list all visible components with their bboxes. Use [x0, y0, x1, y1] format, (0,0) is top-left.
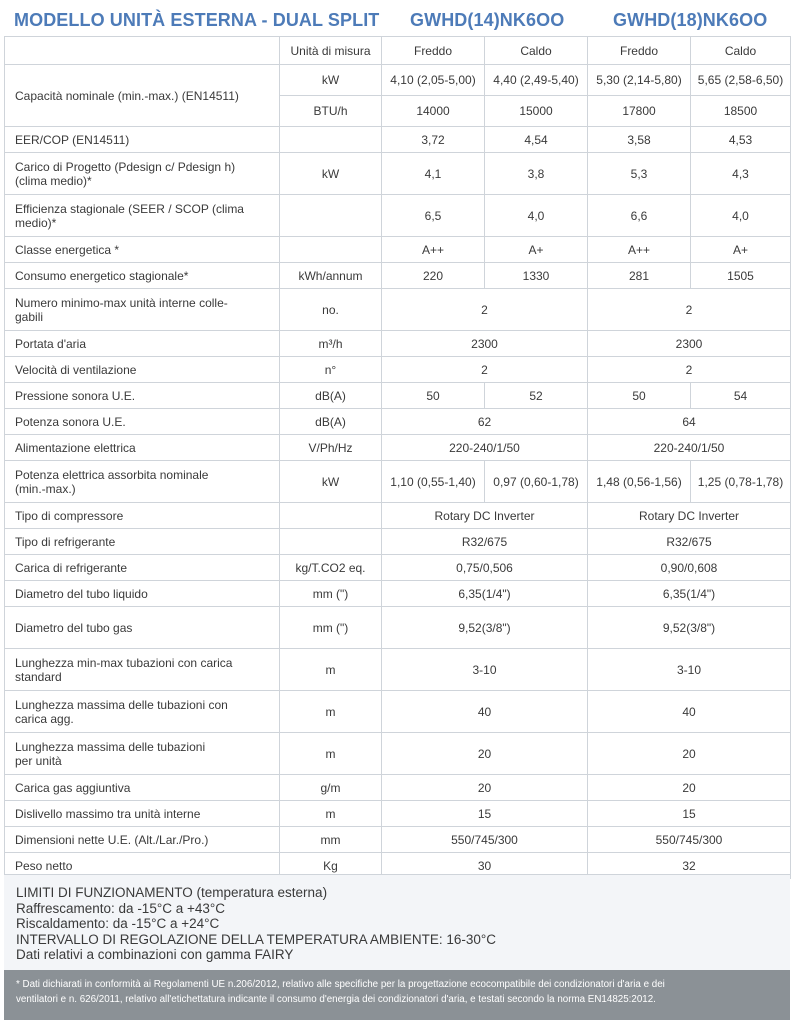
table-row — [5, 649, 791, 691]
row-label — [5, 195, 280, 237]
row-label: Potenza sonora U.E. — [5, 409, 280, 435]
operating-limits — [4, 874, 790, 970]
row-label-line: Numero minimo-max unità interne colle- — [15, 295, 228, 310]
subheader-row — [5, 37, 791, 65]
unit-cell: dB(A) — [280, 409, 382, 435]
row-label-line: Lunghezza massima delle tubazioni — [15, 739, 206, 754]
row-label-line: (min.-max.) — [15, 481, 76, 496]
spec-table — [4, 36, 791, 879]
value-cell: 15 — [382, 801, 588, 827]
row-label: Diametro del tubo liquido — [5, 581, 280, 607]
row-label — [5, 733, 280, 775]
row-label-line: Lunghezza massima delle tubazioni con — [15, 697, 228, 712]
table-row — [5, 237, 791, 263]
value-cell: 6,5 — [382, 195, 485, 237]
unit-cell: dB(A) — [280, 383, 382, 409]
value-cell: 15000 — [485, 96, 588, 127]
row-label-line: gabili — [15, 309, 44, 324]
unit-cell: no. — [280, 289, 382, 331]
unit-cell — [280, 195, 382, 237]
unit-cell: m — [280, 733, 382, 775]
limits-note: Dati relativi a combinazioni con gamma FAIRY — [16, 947, 294, 962]
value-cell: 6,35(1/4") — [382, 581, 588, 607]
table-row — [5, 195, 791, 237]
row-label-line: Carico di Progetto (Pdesign c/ Pdesign h) — [15, 159, 236, 174]
value-cell: 4,0 — [691, 195, 791, 237]
row-label-line: carica agg. — [15, 711, 74, 726]
table-row — [5, 733, 791, 775]
unit-cell — [280, 127, 382, 153]
row-label: Dislivello massimo tra unità interne — [5, 801, 280, 827]
unit-header: Unità di misura — [280, 37, 382, 65]
value-cell: 1,25 (0,78-1,78) — [691, 461, 791, 503]
value-cell: 17800 — [588, 96, 691, 127]
model-a-title: GWHD(14)NK6OO — [410, 10, 565, 30]
value-cell: 20 — [382, 775, 588, 801]
value-cell: 220 — [382, 263, 485, 289]
value-cell: 3-10 — [588, 649, 791, 691]
table-row — [5, 461, 791, 503]
unit-cell: m³/h — [280, 331, 382, 357]
unit-cell: kg/T.CO2 eq. — [280, 555, 382, 581]
value-cell: 50 — [382, 383, 485, 409]
value-cell: 52 — [485, 383, 588, 409]
table-row — [5, 607, 791, 649]
footnote-line: * Dati dichiarati in conformità ai Regolamenti UE n.206/2012, relativo alle specifiche per la progettazione ecocompatibile dei condizionatori d'aria e dei — [16, 979, 665, 990]
row-label: Pressione sonora U.E. — [5, 383, 280, 409]
unit-cell: m — [280, 801, 382, 827]
value-cell: 62 — [382, 409, 588, 435]
table-row — [5, 357, 791, 383]
table-row — [5, 555, 791, 581]
empty-cell — [5, 37, 280, 65]
unit-cell: mm — [280, 827, 382, 853]
value-cell: 4,53 — [691, 127, 791, 153]
a-cold-header: Freddo — [382, 37, 485, 65]
value-cell: 0,90/0,608 — [588, 555, 791, 581]
value-cell: 1,10 (0,55-1,40) — [382, 461, 485, 503]
value-cell: 2 — [382, 289, 588, 331]
value-cell: 2300 — [382, 331, 588, 357]
value-cell: 4,40 (2,49-5,40) — [485, 65, 588, 96]
row-label: Velocità di ventilazione — [5, 357, 280, 383]
value-cell: 9,52(3/8") — [588, 607, 791, 649]
unit-cell: kWh/annum — [280, 263, 382, 289]
value-cell: 3,72 — [382, 127, 485, 153]
value-cell: 1,48 (0,56-1,56) — [588, 461, 691, 503]
unit-cell: mm (") — [280, 607, 382, 649]
table-row — [5, 529, 791, 555]
table-row — [5, 127, 791, 153]
value-cell: 6,6 — [588, 195, 691, 237]
b-cold-header: Freddo — [588, 37, 691, 65]
value-cell: Rotary DC Inverter — [382, 503, 588, 529]
value-cell: Rotary DC Inverter — [588, 503, 791, 529]
value-cell: 14000 — [382, 96, 485, 127]
b-hot-header: Caldo — [691, 37, 791, 65]
table-title: MODELLO UNITÀ ESTERNA - DUAL SPLIT — [14, 10, 380, 30]
value-cell: 20 — [588, 733, 791, 775]
value-cell: 50 — [588, 383, 691, 409]
value-cell: 550/745/300 — [382, 827, 588, 853]
row-label: Diametro del tubo gas — [5, 607, 280, 649]
value-cell: 3,58 — [588, 127, 691, 153]
value-cell: 4,0 — [485, 195, 588, 237]
value-cell: 15 — [588, 801, 791, 827]
value-cell: A+ — [691, 237, 791, 263]
row-label — [5, 649, 280, 691]
value-cell: 64 — [588, 409, 791, 435]
unit-cell — [280, 503, 382, 529]
limits-heating: Riscaldamento: da -15°C a +24°C — [16, 916, 220, 931]
limits-title: LIMITI DI FUNZIONAMENTO (temperatura esterna) — [16, 885, 328, 900]
value-cell: 40 — [588, 691, 791, 733]
limits-room-range: INTERVALLO DI REGOLAZIONE DELLA TEMPERATURA AMBIENTE: 16-30°C — [16, 931, 497, 947]
table-row — [5, 153, 791, 195]
value-cell: 5,3 — [588, 153, 691, 195]
value-cell: 5,65 (2,58-6,50) — [691, 65, 791, 96]
unit-cell: kW — [280, 65, 382, 96]
row-label: Classe energetica * — [5, 237, 280, 263]
unit-cell: Kg — [280, 853, 382, 879]
value-cell: A++ — [382, 237, 485, 263]
unit-cell: n° — [280, 357, 382, 383]
value-cell: 4,3 — [691, 153, 791, 195]
table-row — [5, 263, 791, 289]
table-header — [0, 0, 795, 36]
value-cell: 40 — [382, 691, 588, 733]
table-row — [5, 827, 791, 853]
row-label — [5, 153, 280, 195]
unit-cell: V/Ph/Hz — [280, 435, 382, 461]
footnote — [4, 970, 790, 1020]
table-row — [5, 409, 791, 435]
row-label-line: Lunghezza min-max tubazioni con carica — [15, 655, 233, 670]
row-label — [5, 691, 280, 733]
unit-cell — [280, 237, 382, 263]
value-cell: 18500 — [691, 96, 791, 127]
row-label-line: Potenza elettrica assorbita nominale — [15, 467, 209, 482]
table-row — [5, 331, 791, 357]
table-row — [5, 503, 791, 529]
table-row — [5, 775, 791, 801]
value-cell: 2 — [382, 357, 588, 383]
a-hot-header: Caldo — [485, 37, 588, 65]
value-cell: A++ — [588, 237, 691, 263]
row-label: Peso netto — [5, 853, 280, 879]
row-label: Carica di refrigerante — [5, 555, 280, 581]
table-row — [5, 383, 791, 409]
row-label-line: per unità — [15, 753, 62, 768]
row-label: Tipo di refrigerante — [5, 529, 280, 555]
table-row — [5, 435, 791, 461]
row-label: Carica gas aggiuntiva — [5, 775, 280, 801]
value-cell: 1505 — [691, 263, 791, 289]
value-cell: 3-10 — [382, 649, 588, 691]
table-row — [5, 691, 791, 733]
row-label: Alimentazione elettrica — [5, 435, 280, 461]
unit-cell: mm (") — [280, 581, 382, 607]
value-cell: 0,97 (0,60-1,78) — [485, 461, 588, 503]
value-cell: 32 — [588, 853, 791, 879]
value-cell: 1330 — [485, 263, 588, 289]
value-cell: 20 — [588, 775, 791, 801]
value-cell: 9,52(3/8") — [382, 607, 588, 649]
value-cell: 4,54 — [485, 127, 588, 153]
value-cell: 54 — [691, 383, 791, 409]
value-cell: 550/745/300 — [588, 827, 791, 853]
row-label-line: medio)* — [15, 215, 57, 230]
footnote-line: ventilatori e n. 626/2011, relativo all'etichettatura indicante il consumo d'energia dei condizionatori d'aria, e testati secondo la norma EN14825:2012. — [16, 993, 656, 1005]
row-label — [5, 289, 280, 331]
row-label-line: standard — [15, 669, 62, 684]
value-cell: 4,10 (2,05-5,00) — [382, 65, 485, 96]
table-row — [5, 65, 791, 96]
row-label: Dimensioni nette U.E. (Alt./Lar./Pro.) — [5, 827, 280, 853]
unit-cell: BTU/h — [280, 96, 382, 127]
value-cell: A+ — [485, 237, 588, 263]
value-cell: 3,8 — [485, 153, 588, 195]
row-label: Portata d'aria — [5, 331, 280, 357]
row-label — [5, 461, 280, 503]
value-cell: 6,35(1/4") — [588, 581, 791, 607]
value-cell: 0,75/0,506 — [382, 555, 588, 581]
unit-cell: kW — [280, 153, 382, 195]
table-row — [5, 801, 791, 827]
value-cell: 281 — [588, 263, 691, 289]
unit-cell: g/m — [280, 775, 382, 801]
unit-cell: kW — [280, 461, 382, 503]
value-cell: 2 — [588, 357, 791, 383]
row-label-line: Efficienza stagionale (SEER / SCOP (clima — [15, 201, 244, 216]
unit-cell: m — [280, 691, 382, 733]
value-cell: 30 — [382, 853, 588, 879]
value-cell: 2 — [588, 289, 791, 331]
unit-cell: m — [280, 649, 382, 691]
value-cell: 220-240/1/50 — [588, 435, 791, 461]
model-b-title: GWHD(18)NK6OO — [613, 10, 768, 30]
row-label: EER/COP (EN14511) — [5, 127, 280, 153]
value-cell: 20 — [382, 733, 588, 775]
value-cell: 4,1 — [382, 153, 485, 195]
table-row — [5, 581, 791, 607]
unit-cell — [280, 529, 382, 555]
row-label: Tipo di compressore — [5, 503, 280, 529]
row-label: Capacità nominale (min.-max.) (EN14511) — [5, 65, 280, 127]
value-cell: 220-240/1/50 — [382, 435, 588, 461]
limits-cooling: Raffrescamento: da -15°C a +43°C — [16, 900, 226, 916]
value-cell: R32/675 — [588, 529, 791, 555]
table-row — [5, 289, 791, 331]
value-cell: 2300 — [588, 331, 791, 357]
value-cell: 5,30 (2,14-5,80) — [588, 65, 691, 96]
row-label-line: (clima medio)* — [15, 173, 92, 188]
row-label: Consumo energetico stagionale* — [5, 263, 280, 289]
value-cell: R32/675 — [382, 529, 588, 555]
